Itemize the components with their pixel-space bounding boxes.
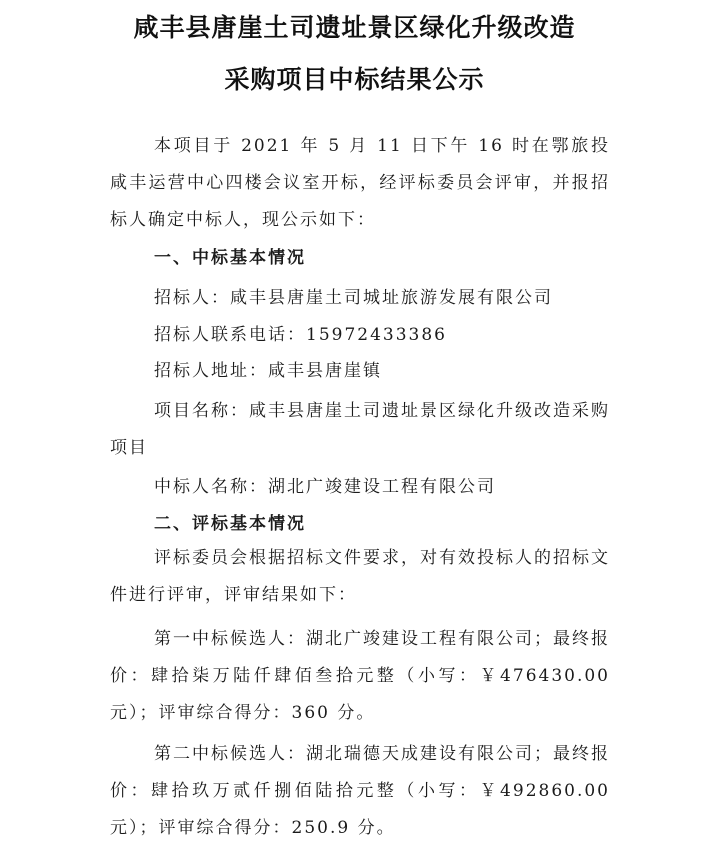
candidate-1-paragraph: 第一中标候选人：湖北广竣建设工程有限公司；最终报价：肆拾柒万陆仟肆佰叁拾元整（小写：￥476430.00 元）；评审综合得分：360 分。 (110, 629, 610, 723)
tenderer-line: 招标人：咸丰县唐崖土司城址旅游发展有限公司 (154, 288, 553, 308)
intro-paragraph: 本项目于 2021 年 5 月 11 日下午 16 时在鄂旅投咸丰运营中心四楼会议室开标，经评标委员会评审，并报招标人确定中标人，现公示如下： (110, 136, 610, 230)
candidate-2-paragraph: 第二中标候选人：湖北瑞德天成建设有限公司；最终报价：肆拾玖万贰仟捌佰陆拾元整（小写：￥492860.00 元）；评审综合得分：250.9 分。 (110, 744, 610, 838)
evaluation-intro-paragraph: 评标委员会根据招标文件要求，对有效投标人的招标文件进行评审，评审结果如下： (110, 548, 610, 605)
section-heading-bid-info: 一、中标基本情况 (154, 248, 306, 268)
project-name-paragraph: 项目名称：咸丰县唐崖土司遗址景区绿化升级改造采购项目 (110, 401, 610, 458)
document-title-line-1: 咸丰县唐崖土司遗址景区绿化升级改造 (133, 13, 576, 42)
document-title-line-2: 采购项目中标结果公示 (224, 65, 485, 94)
section-heading-evaluation: 二、评标基本情况 (154, 514, 306, 534)
tenderer-phone-line: 招标人联系电话：15972433386 (154, 325, 447, 345)
tenderer-address-line: 招标人地址：咸丰县唐崖镇 (154, 361, 382, 381)
winner-name-line: 中标人名称：湖北广竣建设工程有限公司 (154, 477, 496, 497)
